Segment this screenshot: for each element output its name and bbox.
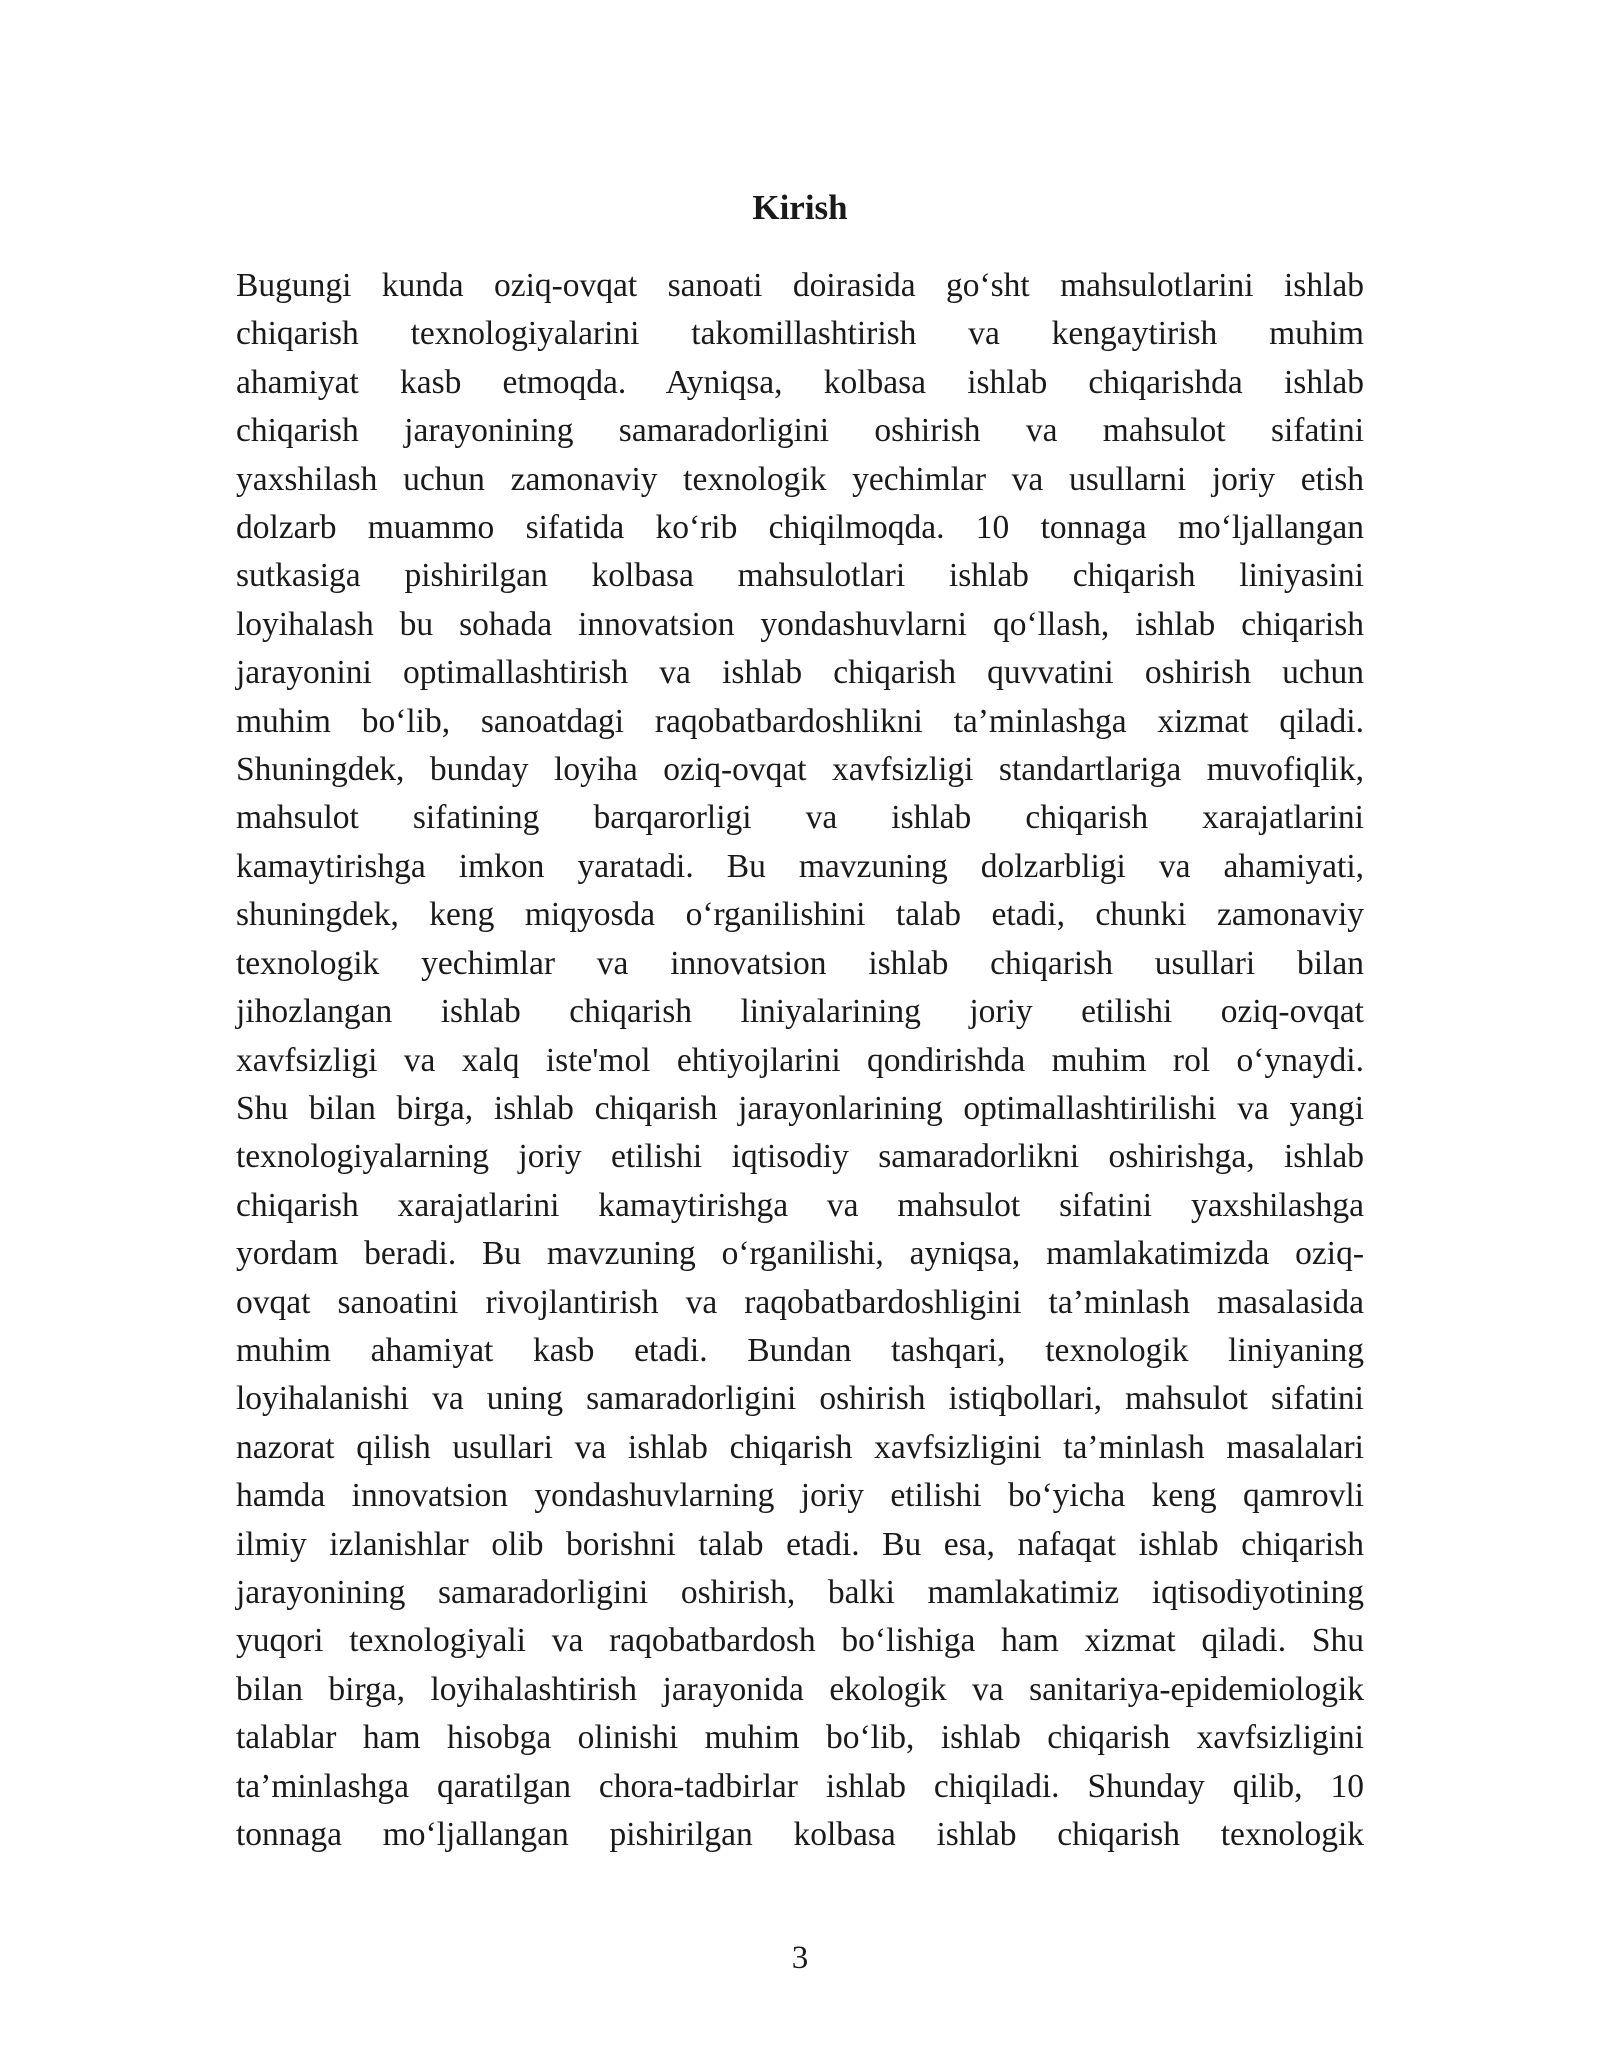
text-line: chiqarish jarayonining samaradorligini oshirish va mahsulot sifatini	[236, 412, 1364, 450]
text-line: xavfsizligi va xalq iste'mol ehtiyojlarini qondirishda muhim rol o‘ynaydi.	[236, 1041, 1364, 1079]
text-line: nazorat qilish usullari va ishlab chiqarish xavfsizligini ta’minlash masalalari	[236, 1428, 1364, 1466]
text-line: jarayonining samaradorligini oshirish, balki mamlakatimiz iqtisodiyotining	[236, 1573, 1364, 1611]
text-line: ilmiy izlanishlar olib borishni talab etadi. Bu esa, nafaqat ishlab chiqarish	[236, 1525, 1364, 1563]
text-line: texnologiyalarning joriy etilishi iqtisodiy samaradorlikni oshirishga, ishlab	[236, 1138, 1364, 1176]
body-paragraph	[236, 262, 1364, 1859]
section-heading: Kirish	[752, 188, 848, 227]
text-line: muhim bo‘lib, sanoatdagi raqobatbardoshlikni ta’minlashga xizmat qiladi.	[236, 702, 1364, 740]
text-line: yordam beradi. Bu mavzuning o‘rganilishi, ayniqsa, mamlakatimizda oziq-	[236, 1235, 1364, 1273]
text-line: dolzarb muammo sifatida ko‘rib chiqilmoqda. 10 tonnaga mo‘ljallangan	[236, 509, 1364, 547]
text-line: kamaytirishga imkon yaratadi. Bu mavzuning dolzarbligi va ahamiyati,	[236, 847, 1364, 885]
text-line: talablar ham hisobga olinishi muhim bo‘lib, ishlab chiqarish xavfsizligini	[236, 1719, 1364, 1757]
text-line: sutkasiga pishirilgan kolbasa mahsulotlari ishlab chiqarish liniyasini	[236, 557, 1364, 595]
text-line: tonnaga mo‘ljallangan pishirilgan kolbasa ishlab chiqarish texnologik	[236, 1816, 1364, 1853]
text-line: jarayonini optimallashtirish va ishlab chiqarish quvvatini oshirish uchun	[236, 654, 1364, 692]
text-line: chiqarish texnologiyalarini takomillashtirish va kengaytirish muhim	[236, 315, 1364, 353]
text-line: yaxshilash uchun zamonaviy texnologik yechimlar va usullarni joriy etish	[236, 460, 1364, 498]
text-line: ahamiyat kasb etmoqda. Ayniqsa, kolbasa ishlab chiqarishda ishlab	[236, 363, 1364, 401]
text-line: loyihalanishi va uning samaradorligini oshirish istiqbollari, mahsulot sifatini	[236, 1380, 1364, 1418]
page-number: 3	[791, 1940, 809, 1976]
text-line: bilan birga, loyihalashtirish jarayonida ekologik va sanitariya-epidemiologik	[236, 1670, 1364, 1708]
text-line: mahsulot sifatining barqarorligi va ishlab chiqarish xarajatlarini	[236, 799, 1364, 837]
text-line: Shuningdek, bunday loyiha oziq-ovqat xavfsizligi standartlariga muvofiqlik,	[236, 751, 1364, 789]
text-line: shuningdek, keng miqyosda o‘rganilishini talab etadi, chunki zamonaviy	[236, 896, 1364, 934]
text-line: hamda innovatsion yondashuvlarning joriy etilishi bo‘yicha keng qamrovli	[236, 1477, 1364, 1515]
text-line: chiqarish xarajatlarini kamaytirishga va mahsulot sifatini yaxshilashga	[236, 1186, 1364, 1224]
text-line: loyihalash bu sohada innovatsion yondashuvlarni qo‘llash, ishlab chiqarish	[236, 605, 1364, 643]
text-line: muhim ahamiyat kasb etadi. Bundan tashqari, texnologik liniyaning	[236, 1331, 1364, 1369]
text-line: yuqori texnologiyali va raqobatbardosh bo‘lishiga ham xizmat qiladi. Shu	[236, 1622, 1364, 1660]
text-line: ovqat sanoatini rivojlantirish va raqobatbardoshligini ta’minlash masalasida	[236, 1283, 1364, 1321]
text-line: ta’minlashga qaratilgan chora-tadbirlar ishlab chiqiladi. Shunday qilib, 10	[236, 1767, 1364, 1805]
text-line: Shu bilan birga, ishlab chiqarish jarayonlarining optimallashtirilishi va yangi	[236, 1089, 1364, 1127]
text-line: Bugungi kunda oziq-ovqat sanoati doirasida go‘sht mahsulotlarini ishlab	[236, 267, 1364, 304]
text-line: jihozlangan ishlab chiqarish liniyalarining joriy etilishi oziq-ovqat	[236, 993, 1364, 1031]
text-line: texnologik yechimlar va innovatsion ishlab chiqarish usullari bilan	[236, 944, 1364, 982]
